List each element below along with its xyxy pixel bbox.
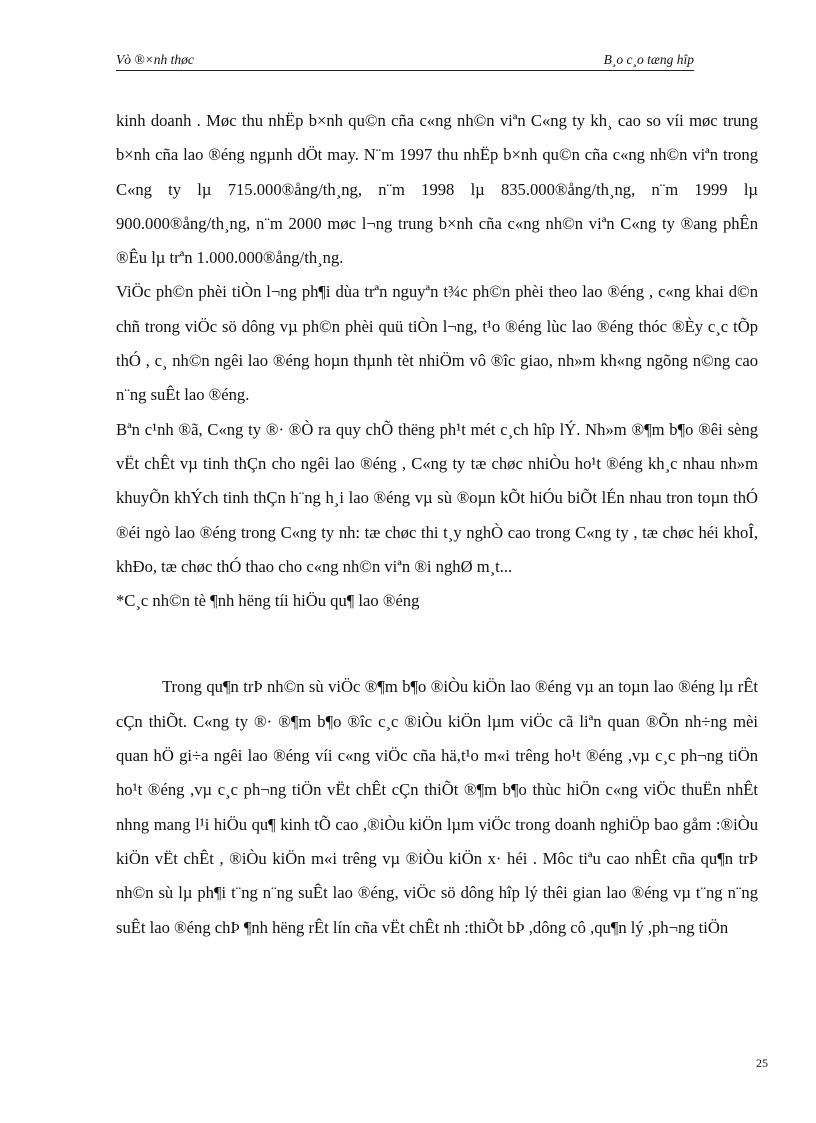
paragraph-income: kinh doanh . Møc thu nhËp b×nh qu©n cña c«ng nh©n viªn C«ng ty kh¸ cao so víi møc trung b×nh cña lao ®éng ngµnh dÖt may. N¨m 1997 thu nhËp b×nh qu©n cña c«ng nh©n viªn trong C«ng ty lµ 715.000®ång/th¸ng, n¨m 1998 lµ 835.000®ång/th¸ng, n¨m 1999 lµ 900.000®ång/th¸ng, n¨m 2000 møc l¬ng trung b×nh cña c«ng nh©n viªn C«ng ty ®ang phÊn ®Êu lµ trªn 1.000.000®ång/th¸ng.: [116, 111, 758, 268]
document-body: [116, 104, 758, 945]
header-report-title: B¸o c¸o tæng hîp: [603, 52, 694, 67]
paragraph-rewards: Bªn c¹nh ®ã, C«ng ty ®· ®Ò ra quy chÕ thëng ph¹t mét c¸ch hîp lÝ. Nh»m ®¶m b¶o ®êi sèng vËt chÊt vµ tinh thÇn cho ngêi lao ®éng , C«ng ty tæ chøc nhiÒu ho¹t ®éng kh¸c nhau nh»m khuyÕn khÝch tinh thÇn h¨ng h¸i lao ®éng vµ sù ®oµn kÕt hiÓu biÕt lÉn nhau tron toµn thÓ ®éi ngò lao ®éng trong C«ng ty nh: tæ chøc thi t¸y nghÒ cao trong C«ng ty , tæ chøc héi khoÎ, khÐo, tæ chøc thÓ thao cho c«ng nh©n viªn ®i nghØ m¸t...: [116, 419, 758, 576]
section-heading: *C¸c nh©n tè ¶nh hëng tíi hiÖu qu¶ lao ®éng: [116, 591, 420, 611]
paragraph-working-conditions: Trong qu¶n trÞ nh©n sù viÖc ®¶m b¶o ®iÒu kiÖn lao ®éng vµ an toµn lao ®éng lµ rÊt cÇn thiÕt. C«ng ty ®· ®¶m b¶o ®îc c¸c ®iÒu kiÖn lµm viÖc cã liªn quan ®Õn nh÷ng mèi quan hÖ gi÷a ngêi lao ®éng víi c«ng viÖc cña hä,t¹o m«i trêng ho¹t ®éng ,vµ c¸c ph¬ng tiÖn ho¹t ®éng ,vµ c¸c ph¬ng tiÖn vËt chÊt cÇn thiÕt ®¶m b¶o thùc hiÖn c«ng viÖc thuËn nhÊt nhng mang l¹i hiÖu qu¶ kinh tÕ cao ,®iÒu kiÖn lµm viÖc trong doanh nghiÖp bao gåm :®iÒu kiÖn vËt chÊt , ®iÒu kiÖn m«i trêng vµ ®iÒu kiÖn x· héi . Môc tiªu cao nhÊt cña qu¶n trÞ nh©n sù lµ ph¶i t¨ng n¨ng suÊt lao ®éng, viÖc sö dông hîp lý thêi gian lao ®éng vµ t¨ng n¨ng suÊt lao ®éng chÞ ¶nh hëng rÊt lín cña vËt chÊt nh :thiÕt bÞ ,dông cô ,qu¶n lý ,ph¬ng tiÖn: [116, 677, 758, 937]
header-author: Vò ®×nh thøc: [116, 52, 194, 67]
paragraph-wage-distribution: ViÖc ph©n phèi tiÒn l¬ng ph¶i dùa trªn nguyªn t¾c ph©n phèi theo lao ®éng , c«ng khai d©n chñ trong viÖc sö dông vµ ph©n phèi quü tiÒn l¬ng, t¹o ®éng lùc lao ®éng thóc ®Èy c¸c tÕp thÓ , c¸ nh©n ngêi lao ®éng hoµn thµnh tèt nhiÖm vô ®îc giao, nh»m kh«ng ngõng n©ng cao n¨ng suÊt lao ®éng.: [116, 282, 758, 405]
spacer: [116, 618, 758, 670]
page-number: 25: [756, 1056, 768, 1070]
page-header: [116, 52, 694, 71]
